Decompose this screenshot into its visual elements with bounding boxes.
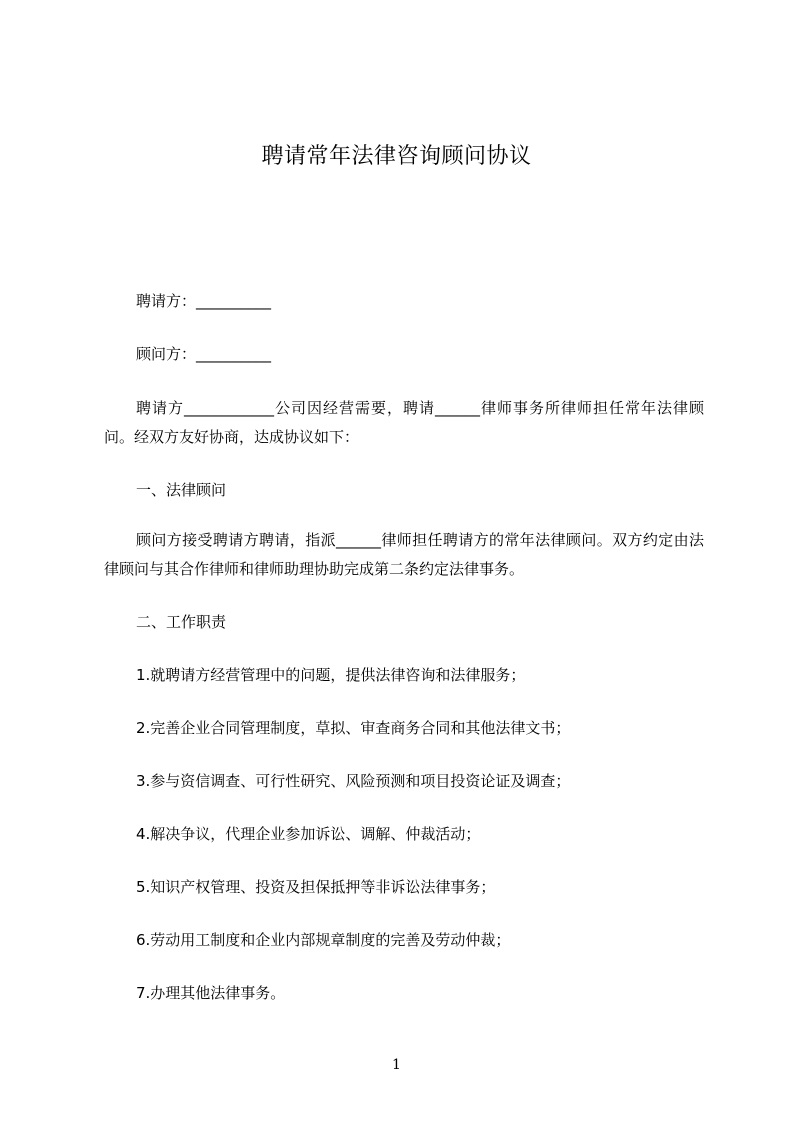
duty-item-5: 5.知识产权管理、投资及担保抵押等非诉讼法律事务； <box>136 878 496 896</box>
page-number: 1 <box>392 1057 401 1073</box>
duty-item-3: 3.参与资信调查、可行性研究、风险预测和项目投资论证及调查； <box>136 772 571 790</box>
section2-heading: 二、工作职责 <box>136 613 227 631</box>
duty-item-2: 2.完善企业合同管理制度，草拟、审查商务合同和其他法律文书； <box>136 719 571 737</box>
duty-item-6: 6.劳动用工制度和企业内部规章制度的完善及劳动仲裁； <box>136 931 511 949</box>
duty-item-4: 4.解决争议，代理企业参加诉讼、调解、仲裁活动； <box>136 825 481 843</box>
employer-line: 聘请方：__________ <box>136 292 272 310</box>
section1-body: 顾问方接受聘请方聘请，指派______律师担任聘请方的常年法律顾问。双方约定由法律顾问与其合作律师和律师助理协助完成第二条约定法律事务。 <box>104 531 704 578</box>
duty-item-7: 7.办理其他法律事务。 <box>136 984 286 1002</box>
duty-item-1: 1.就聘请方经营管理中的问题，提供法律咨询和法律服务； <box>136 666 526 684</box>
advisor-line: 顾问方：__________ <box>136 345 272 363</box>
section1-heading: 一、法律顾问 <box>136 481 227 499</box>
intro-paragraph: 聘请方____________公司因经营需要，聘请______律师事务所律师担任常年法律顾问。经双方友好协商，达成协议如下： <box>104 399 704 446</box>
document-title: 聘请常年法律咨询顾问协议 <box>261 144 532 169</box>
